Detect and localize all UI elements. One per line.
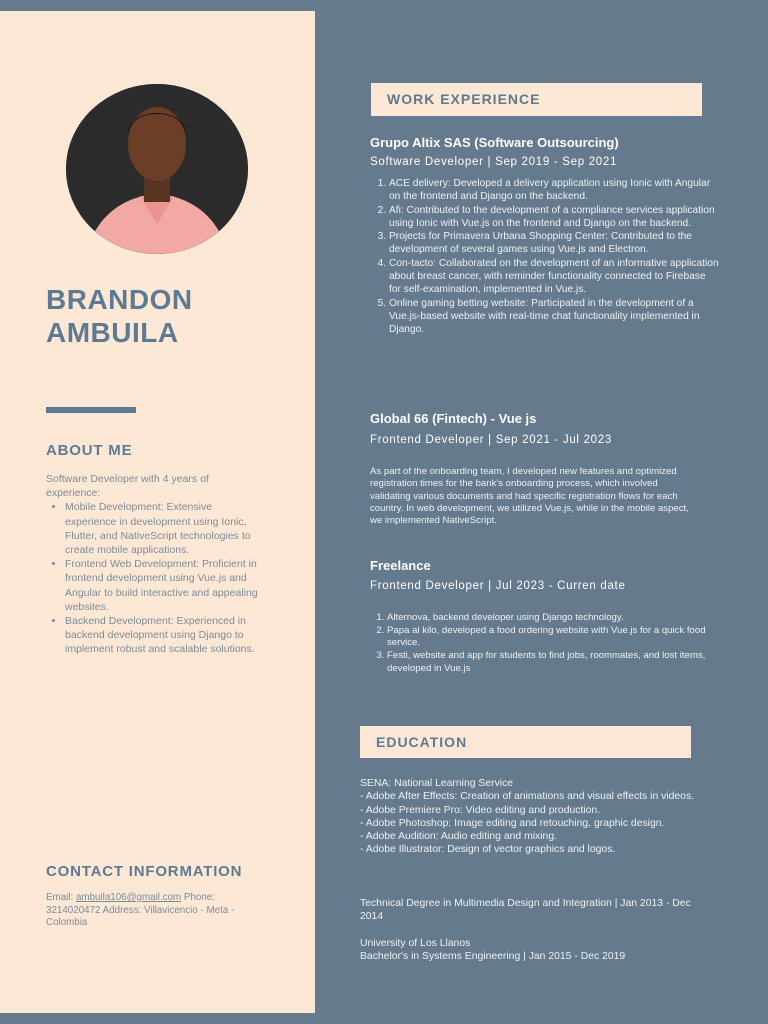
education-line: - Adobe Photoshop: Image editing and retouching, graphic design. [360, 817, 665, 829]
contact-heading: CONTACT INFORMATION [46, 863, 243, 880]
about-item: • Mobile Development: Extensive experience in development using Ionic, Flutter, and NativeScript technologies to create mobile applications. [65, 500, 261, 557]
profile-photo [66, 84, 248, 254]
job-duties-list [370, 177, 719, 337]
job-duty: 2. Afi: Contributed to the development of a compliance services application using Ionic with Vue.js on the frontend and Django on the backend. [389, 204, 719, 231]
job-description: As part of the onboarding team, I developed new features and optimized registration times for the bank's onboarding process, which involved validating various documents and had specific registration flows for each country. In web development, we utilized Vue.js, while in the mobile aspect, we implemented NativeScript. [370, 466, 689, 527]
about-list [46, 500, 261, 656]
about-heading: ABOUT ME [46, 442, 133, 459]
candidate-name [46, 283, 296, 349]
about-intro: Software Developer with 4 years of experience: [46, 473, 209, 500]
job-role: Frontend Developer | Sep 2021 - Jul 2023 [370, 434, 612, 446]
name-first: BRANDON [46, 284, 193, 315]
education-sena [360, 777, 695, 857]
job-company: Global 66 (Fintech) - Vue js [370, 411, 537, 426]
email-label: Email: [46, 892, 76, 903]
contact-details: Phone: 3214020472 Address: Villavicencio - Meta - Colombia [46, 892, 235, 928]
freelance-item: 3. Festi, website and app for students to find jobs, roommates, and lost items, developed in Vue.js [387, 650, 717, 675]
about-item: • Backend Development: Experienced in backend development using Django to implement robust and scalable solutions. [65, 614, 261, 657]
email-link[interactable]: ambuila106@gmail.com [75, 892, 182, 903]
job-duty: 4. Con-tacto: Collaborated on the development of an informative application about breast cancer, with reminder functionality connected to Firebase for self-examination, implemented in Vue.js. [389, 257, 719, 297]
university-name: University of Los Llanos [360, 938, 471, 949]
name-divider [46, 407, 136, 413]
job-duty: 3. Projects for Primavera Urbana Shopping Center: Contributed to the development of several games using Vue.js and Electron. [389, 230, 719, 257]
education-line: - Adobe Premiere Pro: Video editing and production. [360, 804, 601, 816]
contact-info [46, 892, 261, 930]
education-line: - Adobe After Effects: Creation of animations and visual effects in videos. [360, 791, 695, 803]
freelance-item: 2. Papa al kilo, developed a food ordering website with Vue.js for a quick food service. [387, 625, 717, 650]
job-company: Grupo Altix SAS (Software Outsourcing) [370, 135, 619, 150]
education-degree: Technical Degree in Multimedia Design and Integration | Jan 2013 - Dec 2014 [360, 898, 691, 923]
education-line: SENA: National Learning Service [360, 778, 514, 789]
education-heading: EDUCATION [360, 726, 691, 758]
education-line: - Adobe Audition: Audio editing and mixing. [360, 831, 557, 843]
freelance-list [370, 612, 717, 676]
job-duty: 1. ACE delivery: Developed a delivery application using Ionic with Angular on the frontend and Django on the backend. [389, 177, 719, 204]
name-last: AMBUILA [46, 317, 179, 348]
education-line: - Adobe Illustrator: Design of vector graphics and logos. [360, 844, 616, 856]
job-duty: 5. Online gaming betting website: Participated in the development of a Vue.js-based website with real-time chat functionality implemented in Django. [389, 297, 719, 337]
freelance-item: 1. Alternova, backend developer using Django technology. [387, 612, 717, 625]
education-university [360, 937, 695, 964]
work-heading: WORK EXPERIENCE [371, 83, 702, 116]
about-item: • Frontend Web Development: Proficient in frontend development using Vue.js and Angular to build interactive and appealing websites. [65, 557, 261, 614]
job-company: Freelance [370, 558, 431, 573]
bachelor-degree: Bachelor's in Systems Engineering | Jan 2015 - Dec 2019 [360, 951, 626, 963]
job-role: Software Developer | Sep 2019 - Sep 2021 [370, 156, 618, 168]
job-role: Frontend Developer | Jul 2023 - Curren date [370, 580, 626, 592]
about-section [46, 472, 261, 657]
